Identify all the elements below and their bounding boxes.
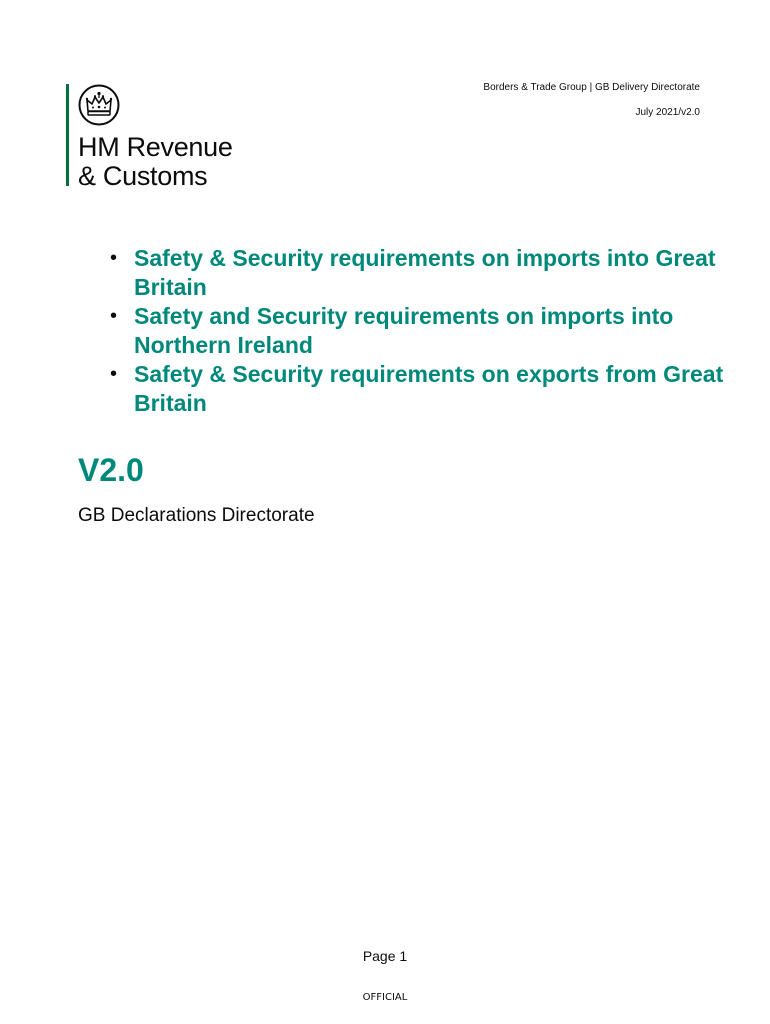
logo-text-line2: & Customs	[78, 161, 208, 191]
bullet-icon: •	[110, 247, 118, 269]
topic-list	[108, 244, 728, 418]
topic-item	[108, 244, 728, 302]
bullet-icon: •	[110, 305, 118, 327]
header-group: Borders & Trade Group | GB Delivery Directorate	[483, 82, 700, 93]
classification-label: OFFICIAL	[362, 992, 408, 1003]
topic-text: Safety & Security requirements on imports into Great Britain	[134, 245, 716, 300]
logo-text-line1: HM Revenue	[78, 132, 233, 162]
logo-bar	[66, 84, 69, 186]
topic-item	[108, 302, 728, 360]
hmrc-logo	[66, 84, 266, 191]
page-number: Page 1	[362, 948, 408, 964]
topic-text: Safety and Security requirements on imports into Northern Ireland	[134, 303, 674, 358]
royal-crown-icon	[78, 84, 120, 126]
bullet-icon: •	[110, 363, 118, 385]
topic-text: Safety & Security requirements on exports from Great Britain	[134, 361, 724, 416]
document-header	[483, 82, 700, 118]
topic-item	[108, 360, 728, 418]
directorate-name: GB Declarations Directorate	[78, 505, 315, 526]
header-date-version: July 2021/v2.0	[635, 107, 700, 118]
version-heading: V2.0	[78, 452, 144, 488]
